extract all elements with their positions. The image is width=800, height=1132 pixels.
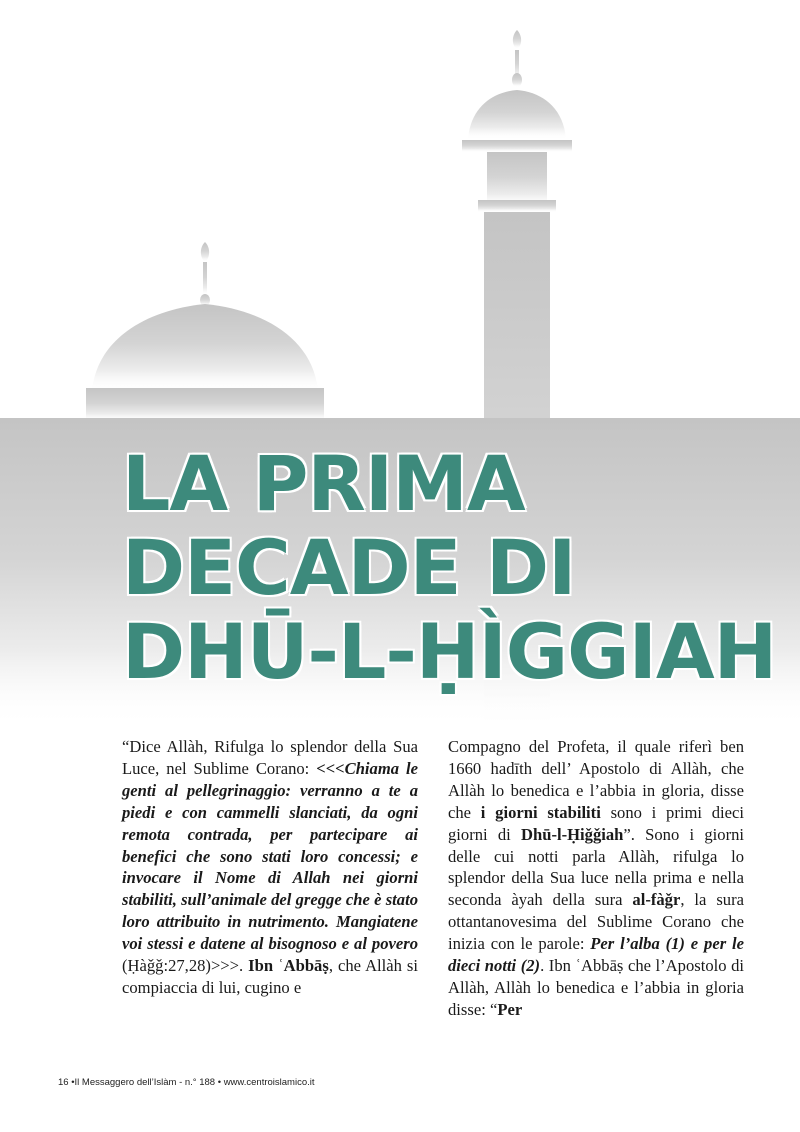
text-run: sono i primi dieci giorni di xyxy=(448,802,744,844)
text-run: Compagno del Profeta, il quale riferì ben 1660 hadīth dell’ Apostolo di Allàh, che Allàh lo benedica e l’abbia in gloria, disse che xyxy=(448,737,744,822)
name-highlight: Ibn ʿAbbāṣ xyxy=(248,956,329,976)
quran-quote: <<<Chiama le genti al pellegrinaggio: verranno a te a piedi e con cammelli slanciati, da ogni remota contrada, per partecipare ai benefici che sono stati loro concessi; e invocare il Nome di Allah nei giorni stabiliti, sull’animale del gregge che è stato loro attribuito in nutrimento. Mangiatene voi stessi e datene al bisognoso e al povero xyxy=(122,758,418,954)
term-highlight: Per xyxy=(497,999,523,1019)
term-highlight: al-fàǧr xyxy=(632,890,681,910)
text-run: (Ḥàǧǧ:27,28)>>>. xyxy=(122,956,249,976)
article-paragraph xyxy=(122,736,418,999)
article-title xyxy=(122,439,777,696)
text-run: “Dice Allàh, Rifulga lo splendor della Sua Luce, nel Sublime Corano: xyxy=(122,737,418,778)
title-line: DHŪ-L-ḤÌGGIAH xyxy=(122,607,777,696)
text-run: , che Allàh si compiaccia di lui, cugino e xyxy=(122,956,419,997)
article-column-right xyxy=(448,736,744,1021)
crescent-finial-icon xyxy=(513,30,521,49)
text-run: . Ibn ʿAbbāṣ che l’Apostolo di Allàh, Allàh lo benedica e l’abbia in gloria disse: “ xyxy=(448,956,744,1019)
article-paragraph xyxy=(448,736,744,1021)
term-highlight: i giorni stabiliti xyxy=(480,802,601,822)
article-column-left xyxy=(122,736,418,999)
title-line: LA PRIMA xyxy=(122,439,525,528)
text-run: ”. Sono i giorni delle cui notti parla Allàh, rifulga lo splendor della Sua luce nella prima e nella seconda àyah della sura xyxy=(448,824,744,910)
title-line: DECADE DI xyxy=(122,523,576,612)
page-footer: 16 •Il Messaggero dell’Islàm - n.° 188 • www.centroislamico.it xyxy=(58,1077,315,1088)
term-highlight: Dhū-l-Ḥiǧǧiah xyxy=(521,824,624,844)
quran-quote: Per l’alba (1) e per le dieci notti (2) xyxy=(448,934,744,976)
text-run: , la sura ottantanovesima del Sublime Corano che inizia con le parole: xyxy=(448,890,744,954)
